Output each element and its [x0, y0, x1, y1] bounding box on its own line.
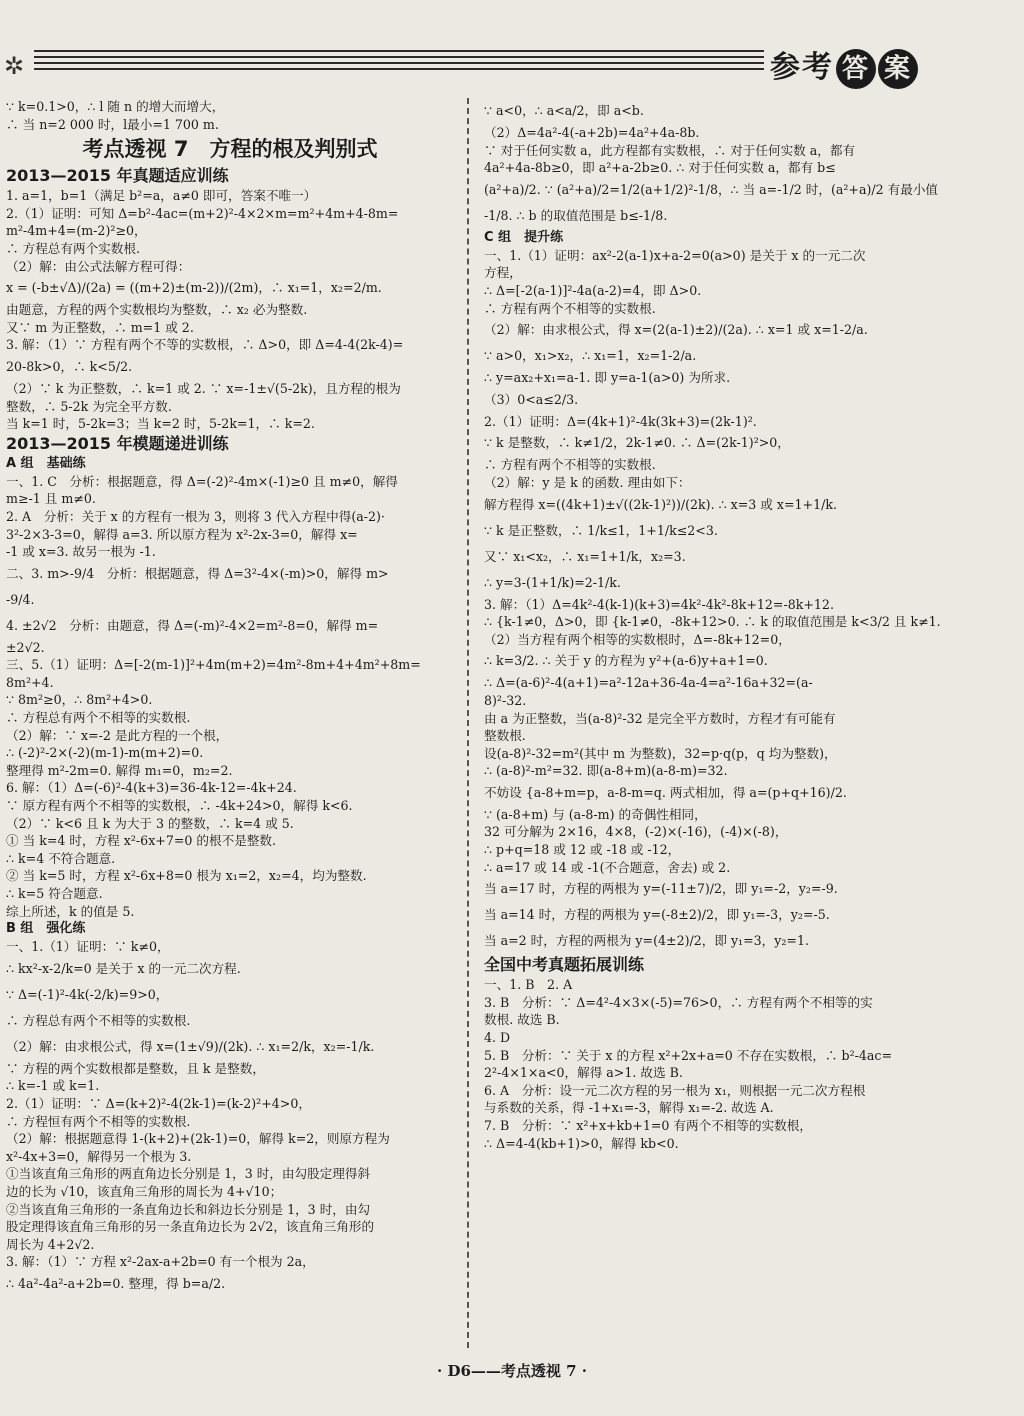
text-line: 4a²+4a-8b≥0，即 a²+a-2b≥0. ∴ 对于任何实数 a，都有 b≤ [484, 160, 836, 176]
text-line: 整数，∴ 5-2k 为完全平方数. [6, 398, 172, 414]
text-line: （2）解：∵ x=-2 是此方程的一个根， [6, 727, 229, 743]
text-line: ∴ 方程总有两个不相等的实数根. [6, 1012, 191, 1028]
text-line: 6. 解：（1）Δ=(-6)²-4(k+3)=36-4k-12=-4k+24. [6, 780, 297, 796]
page-header [0, 0, 1024, 100]
group-heading: C 组 提升练 [484, 229, 564, 245]
text-line: （2）当方程有两个相等的实数根时，Δ=-8k+12=0， [484, 631, 791, 647]
group-heading: A 组 基础练 [6, 455, 86, 471]
text-line: 当 a=2 时，方程的两根为 y=(4±2)/2，即 y₁=3，y₂=1. [484, 933, 809, 949]
text-line: 一、1. C 分析：根据题意，得 Δ=(-2)²-4m×(-1)≥0 且 m≠0，解得 [6, 473, 398, 489]
column-divider [467, 98, 469, 1348]
text-line: 2²-4×1×a<0，解得 a>1. 故选 B. [484, 1065, 683, 1081]
text-line: 当 a=17 时，方程的两根为 y=(-11±7)/2，即 y₁=-2，y₂=-9. [484, 881, 838, 897]
left-column [6, 98, 454, 1297]
text-line: 股定理得该直角三角形的另一条直角边长为 2√2，该直角三角形的 [6, 1219, 375, 1235]
text-line: ∵ 原方程有两个不相等的实数根，∴ -4k+24>0，解得 k<6. [6, 798, 353, 814]
text-line: (a²+a)/2. ∵ (a²+a)/2=1/2(a+1/2)²-1/8，∴ 当 a=-1/2 时，(a²+a)/2 有最小值 [484, 181, 939, 197]
text-line: ∴ 方程恒有两个不相等的实数根. [6, 1113, 191, 1129]
text-line: 6. A 分析：设一元二次方程的另一根为 x₁，则根据一元二次方程根 [484, 1082, 866, 1098]
text-line: ∴ k=4 不符合题意. [6, 850, 116, 866]
text-line: 与系数的关系，得 -1+x₁=-3，解得 x₁=-2. 故选 A. [484, 1100, 774, 1116]
text-line: 3. 解：（1）∵ 方程 x²-2ax-a+2b=0 有一个根为 2a， [6, 1254, 315, 1270]
text-line: ∴ (a-8)²-m²=32. 即(a-8+m)(a-8-m)=32. [484, 763, 728, 779]
text-line: ∵ (a-8+m) 与 (a-8-m) 的奇偶性相同， [484, 806, 707, 822]
text-line: ∵ k 是正整数，∴ 1/k≤1，1+1/k≤2<3. [484, 522, 718, 538]
text-line: ∴ 方程总有两个实数根. [6, 240, 140, 256]
text-line: （2）解：由公式法解方程可得： [6, 258, 191, 274]
text-line: ① 当 k=4 时，方程 x²-6x+7=0 的根不是整数. [6, 833, 276, 849]
text-line: 2.（1）证明：可知 Δ=b²-4ac=(m+2)²-4×2×m=m²+4m+4-8m= [6, 205, 399, 221]
text-line: 二、3. m>-9/4 分析：根据题意，得 Δ=3²-4×(-m)>0，解得 m> [6, 565, 389, 581]
text-line: ∴ kx²-x-2/k=0 是关于 x 的一元二次方程. [6, 960, 241, 976]
text-line: ∴ (-2)²-2×(-2)(m-1)-m(m+2)=0. [6, 745, 204, 761]
text-line: 3²-2×3-3=0，解得 a=3. 所以原方程为 x²-2x-3=0，解得 x= [6, 526, 358, 542]
text-line: （3）0<a≤2/3. [484, 391, 579, 407]
text-line: 2.（1）证明：Δ=(4k+1)²-4k(3k+3)=(2k-1)². [484, 413, 757, 429]
text-line: ∵ Δ=(-1)²-4k(-2/k)=9>0， [6, 986, 169, 1002]
text-line: ∴ y=ax₂+x₁=a-1. 即 y=a-1(a>0) 为所求. [484, 370, 731, 386]
text-line: -1/8. ∴ b 的取值范围是 b≤-1/8. [484, 207, 668, 223]
text-line: 一、1.（1）证明：∵ k≠0， [6, 939, 170, 955]
section-heading: 全国中考真题拓展训练 [484, 955, 645, 975]
section-heading: 2013—2015 年真题适应训练 [6, 166, 229, 186]
text-line: x = (-b±√Δ)/(2a) = ((m+2)±(m-2))/(2m)，∴ x₁=1，x₂=2/m. [6, 280, 382, 296]
text-line: ∴ 4a²-4a²-a+2b=0. 整理，得 b=a/2. [6, 1275, 226, 1291]
text-line: （2）解：根据题意得 1-(k+2)+(2k-1)=0，解得 k=2，则原方程为 [6, 1131, 390, 1147]
brand-char-inverted: 案 [878, 49, 918, 89]
text-line: 8m²+4. [6, 674, 54, 690]
text-line: 1. a=1，b=1（满足 b²=a，a≠0 即可，答案不唯一） [6, 188, 317, 204]
text-line: -9/4. [6, 591, 35, 607]
text-line: ∵ 8m²≥0，∴ 8m²+4>0. [6, 692, 153, 708]
text-line: ∵ k 是整数，∴ k≠1/2，2k-1≠0. ∴ Δ=(2k-1)²>0， [484, 435, 790, 451]
gear-icon: ✲ [4, 52, 25, 80]
text-line: ±2√2. [6, 639, 45, 655]
text-line: （2）∵ k<6 且 k 为大于 3 的整数，∴ k=4 或 5. [6, 815, 294, 831]
text-line: ∴ Δ=[-2(a-1)]²-4a(a-2)=4，即 Δ>0. [484, 282, 702, 298]
text-line: 又∵ x₁<x₂，∴ x₁=1+1/k，x₂=3. [484, 548, 686, 564]
text-line: 解方程得 x=((4k+1)±√((2k-1)²))/(2k). ∴ x=3 或 x=1+1/k. [484, 496, 837, 512]
text-line: 20-8k>0，∴ k<5/2. [6, 358, 133, 374]
text-line: 方程， [484, 265, 522, 281]
page-footer: · D6——考点透视 7 · [437, 1362, 587, 1380]
text-line: （2）Δ=4a²-4(-a+2b)=4a²+4a-8b. [484, 125, 700, 140]
text-line: 设(a-8)²-32=m²(其中 m 为整数)，32=p·q(p，q 均为整数)， [484, 745, 837, 761]
text-line: ∵ k=0.1>0，∴ l 随 n 的增大而增大， [6, 99, 225, 114]
text-line: m²-4m+4=(m-2)²≥0， [6, 223, 147, 239]
text-line: 又∵ m 为正整数，∴ m=1 或 2. [6, 319, 194, 335]
text-line: 32 可分解为 2×16，4×8，(-2)×(-16)，(-4)×(-8)， [484, 824, 788, 840]
text-line: ∴ {k-1≠0，Δ>0，即 {k-1≠0，-8k+12>0. ∴ k 的取值范围是 k<3/2 且 k≠1. [484, 614, 941, 630]
text-line: ∴ Δ=4-4(kb+1)>0，解得 kb<0. [484, 1135, 679, 1151]
text-line: ∴ 方程有两个不相等的实数根. [484, 457, 656, 473]
text-line: ①当该直角三角形的两直角边长分别是 1，3 时，由勾股定理得斜 [6, 1166, 371, 1182]
text-line: （2）解：由求根公式，得 x=(1±√9)/(2k). ∴ x₁=2/k，x₂=-1/k. [6, 1038, 375, 1054]
brand-char: 参 [770, 50, 802, 85]
text-line: 由题意，方程的两个实数根均为整数，∴ x₂ 必为整数. [6, 302, 308, 318]
text-line: ∴ a=17 或 14 或 -1(不合题意，舍去) 或 2. [484, 859, 731, 875]
text-line: ②当该直角三角形的一条直角边长和斜边长分别是 1，3 时，由勾 [6, 1201, 371, 1217]
text-line: （2）解：由求根公式，得 x=(2(a-1)±2)/(2a). ∴ x=1 或 x=1-2/a. [484, 322, 868, 338]
text-line: 8)²-32. [484, 692, 527, 708]
text-line: 一、1. B 2. A [484, 977, 573, 993]
text-line: 5. B 分析：∵ 关于 x 的方程 x²+2x+a=0 不存在实数根，∴ b²-4ac= [484, 1047, 893, 1063]
text-line: （2）∵ k 为正整数，∴ k=1 或 2. ∵ x=-1±√(5-2k)，且方程的根为 [6, 380, 401, 396]
header-rule-lines [34, 50, 764, 74]
text-line: 一、1.（1）证明：ax²-2(a-1)x+a-2=0(a>0) 是关于 x 的一元二次 [484, 247, 866, 263]
text-line: ∵ 方程的两个实数根都是整数，且 k 是整数， [6, 1060, 265, 1076]
text-line: ∵ 对于任何实数 a，此方程都有实数根，∴ 对于任何实数 a，都有 [484, 142, 856, 158]
text-line: 2. A 分析：关于 x 的方程有一根为 3，则将 3 代入方程中得(a-2)· [6, 508, 385, 524]
header-brand [770, 42, 918, 89]
text-line: ∴ k=3/2. ∴ 关于 y 的方程为 y²+(a-6)y+a+1=0. [484, 653, 768, 669]
text-line: ∴ k=5 符合题意. [6, 886, 103, 901]
brand-char-inverted: 答 [836, 49, 876, 89]
text-line: （2）解：y 是 k 的函数. 理由如下： [484, 474, 691, 490]
text-line: 整数根. [484, 728, 526, 744]
text-line: 数根. 故选 B. [484, 1012, 560, 1028]
text-line: 2.（1）证明：∵ Δ=(k+2)²-4(2k-1)=(k-2)²+4>0， [6, 1095, 311, 1111]
text-line: ∴ p+q=18 或 12 或 -18 或 -12， [484, 842, 681, 858]
text-line: 4. D [484, 1030, 511, 1046]
text-line: x²-4x+3=0，解得另一个根为 3. [6, 1148, 192, 1164]
text-line: 当 k=1 时，5-2k=3；当 k=2 时，5-2k=1，∴ k=2. [6, 416, 315, 432]
text-line: ∴ k=-1 或 k=1. [6, 1078, 100, 1094]
text-line: ∵ a>0，x₁>x₂，∴ x₁=1，x₂=1-2/a. [484, 348, 697, 364]
text-line: -1 或 x=3. 故另一根为 -1. [6, 544, 156, 560]
text-line: 当 a=14 时，方程的两根为 y=(-8±2)/2，即 y₁=-3，y₂=-5. [484, 907, 830, 923]
text-line: ② 当 k=5 时，方程 x²-6x+8=0 根为 x₁=2，x₂=4，均为整数. [6, 868, 367, 884]
text-line: ∴ Δ=(a-6)²-4(a+1)=a²-12a+36-4a-4=a²-16a+32=(a- [484, 675, 813, 691]
text-line: 不妨设 {a-8+m=p，a-8-m=q. 两式相加，得 a=(p+q+16)/2. [484, 784, 847, 800]
text-line: 由 a 为正整数，当(a-8)²-32 是完全平方数时，方程才有可能有 [484, 710, 836, 726]
text-line: 综上所述，k 的值是 5. [6, 903, 135, 919]
chapter-title: 考点透视 7 方程的根及判别式 [82, 137, 378, 162]
group-heading: B 组 强化练 [6, 921, 86, 937]
text-line: 周长为 4+2√2. [6, 1236, 95, 1252]
text-line: 3. B 分析：∵ Δ=4²-4×3×(-5)=76>0，∴ 方程有两个不相等的实 [484, 994, 873, 1010]
text-line: m≥-1 且 m≠0. [6, 491, 96, 507]
text-line: ∵ a<0，∴ a<a/2，即 a<b. [484, 103, 644, 118]
text-line: 3. 解：（1）∵ 方程有两个不等的实数根，∴ Δ>0，即 Δ=4-4(2k-4)= [6, 337, 404, 353]
right-column [484, 98, 1006, 1152]
text-line: 边的长为 √10，该直角三角形的周长为 4+√10； [6, 1183, 283, 1199]
text-line: ∴ 当 n=2 000 时，l最小=1 700 m. [6, 116, 219, 132]
text-line: 7. B 分析：∵ x²+x+kb+1=0 有两个不相等的实数根， [484, 1118, 812, 1133]
text-line: 三、5.（1）证明：Δ=[-2(m-1)]²+4m(m+2)=4m²-8m+4+4m²+8m= [6, 657, 421, 673]
text-line: ∴ 方程有两个不相等的实数根. [484, 300, 656, 316]
text-line: ∴ y=3-(1+1/k)=2-1/k. [484, 574, 621, 590]
text-line: 整理得 m²-2m=0. 解得 m₁=0，m₂=2. [6, 762, 233, 778]
text-line: 4. ±2√2 分析：由题意，得 Δ=(-m)²-4×2=m²-8=0，解得 m= [6, 617, 379, 633]
section-heading: 2013—2015 年模题递进训练 [6, 433, 229, 453]
text-line: ∴ 方程总有两个不相等的实数根. [6, 710, 191, 726]
text-line: 3. 解：（1）Δ=4k²-4(k-1)(k+3)=4k²-4k²-8k+12=-8k+12. [484, 596, 834, 612]
brand-char: 考 [802, 50, 834, 85]
